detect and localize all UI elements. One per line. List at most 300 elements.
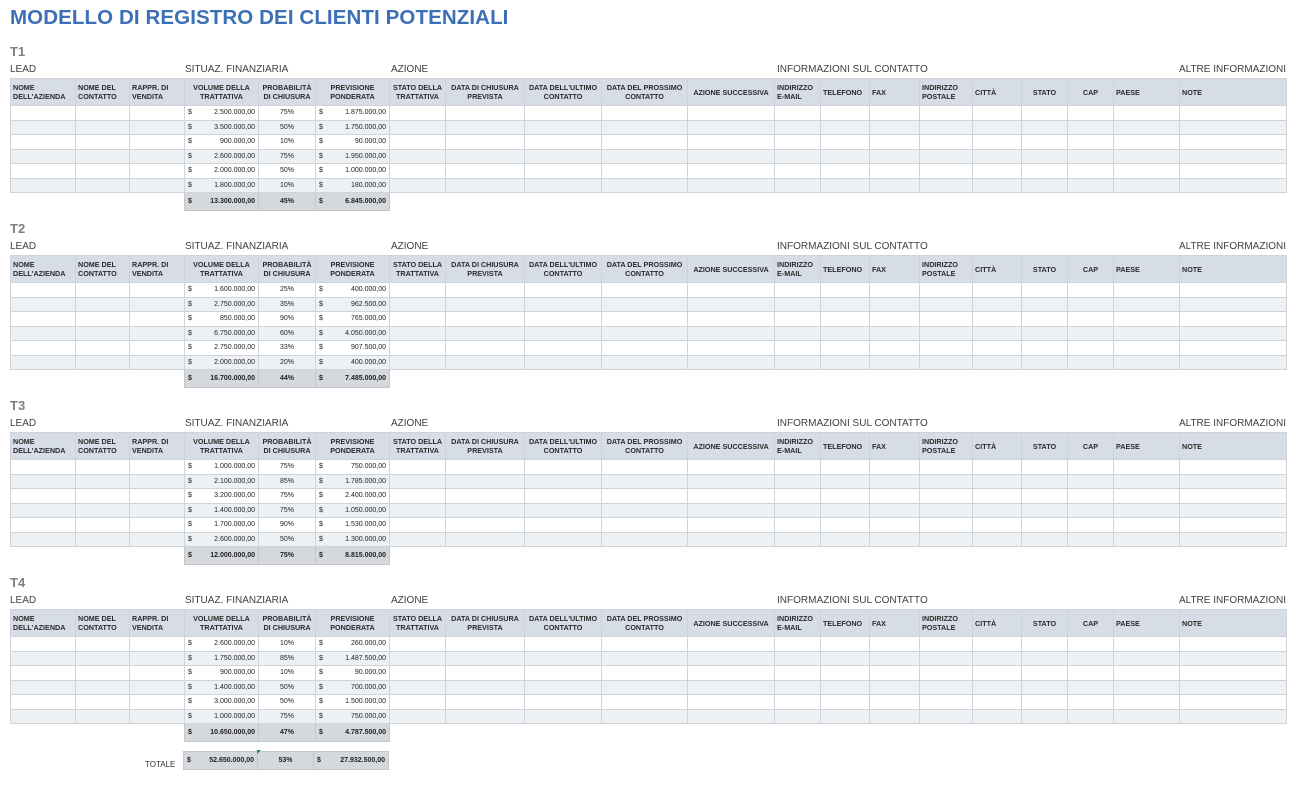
cell-deal-volume[interactable]: [185, 297, 259, 312]
cell-expected-close-date[interactable]: [446, 680, 525, 695]
cell-city[interactable]: [973, 532, 1022, 547]
cell-sales-rep[interactable]: [130, 666, 185, 681]
cell-sales-rep[interactable]: [130, 341, 185, 356]
cell-fax[interactable]: [870, 283, 920, 298]
cell-contact-name[interactable]: [76, 532, 130, 547]
cell-country[interactable]: [1114, 312, 1180, 327]
column-header-zip[interactable]: CAP: [1068, 433, 1114, 460]
cell-close-probability[interactable]: [259, 164, 316, 179]
cell-expected-close-date[interactable]: [446, 326, 525, 341]
cell-deal-status[interactable]: [390, 460, 446, 475]
column-header-weighted-forecast[interactable]: PREVISIONE PONDERATA: [316, 256, 390, 283]
cell-last-contact-date[interactable]: [525, 474, 602, 489]
cell-zip[interactable]: [1068, 149, 1114, 164]
cell-deal-status[interactable]: [390, 532, 446, 547]
cell-weighted-forecast[interactable]: [316, 709, 390, 724]
cell-fax[interactable]: [870, 503, 920, 518]
column-header-email[interactable]: INDIRIZZO E-MAIL: [775, 433, 821, 460]
cell-company[interactable]: [11, 503, 76, 518]
cell-next-action[interactable]: [688, 651, 775, 666]
cell-last-contact-date[interactable]: [525, 178, 602, 193]
cell-phone[interactable]: [821, 326, 870, 341]
cell-next-contact-date[interactable]: [602, 149, 688, 164]
cell-postal-address[interactable]: [920, 518, 973, 533]
cell-country[interactable]: [1114, 518, 1180, 533]
cell-last-contact-date[interactable]: [525, 532, 602, 547]
cell-email[interactable]: [775, 120, 821, 135]
cell-city[interactable]: [973, 341, 1022, 356]
cell-phone[interactable]: [821, 709, 870, 724]
cell-fax[interactable]: [870, 460, 920, 475]
cell-postal-address[interactable]: [920, 135, 973, 150]
total-forecast-cell[interactable]: [316, 193, 390, 211]
cell-next-action[interactable]: [688, 326, 775, 341]
cell-email[interactable]: [775, 355, 821, 370]
cell-postal-address[interactable]: [920, 489, 973, 504]
column-header-fax[interactable]: FAX: [870, 610, 920, 637]
column-header-phone[interactable]: TELEFONO: [821, 610, 870, 637]
cell-deal-status[interactable]: [390, 120, 446, 135]
cell-company[interactable]: [11, 164, 76, 179]
cell-contact-name[interactable]: [76, 355, 130, 370]
cell-zip[interactable]: [1068, 164, 1114, 179]
cell-phone[interactable]: [821, 666, 870, 681]
cell-weighted-forecast[interactable]: [316, 283, 390, 298]
column-header-postal-address[interactable]: INDIRIZZO POSTALE: [920, 610, 973, 637]
cell-email[interactable]: [775, 637, 821, 652]
cell-contact-name[interactable]: [76, 666, 130, 681]
column-header-deal-status[interactable]: STATO DELLA TRATTATIVA: [390, 610, 446, 637]
cell-city[interactable]: [973, 164, 1022, 179]
cell-notes[interactable]: [1180, 355, 1287, 370]
column-header-next-contact-date[interactable]: DATA DEL PROSSIMO CONTATTO: [602, 610, 688, 637]
cell-close-probability[interactable]: [259, 341, 316, 356]
cell-email[interactable]: [775, 532, 821, 547]
cell-city[interactable]: [973, 489, 1022, 504]
cell-last-contact-date[interactable]: [525, 503, 602, 518]
column-header-company[interactable]: NOME DELL'AZIENDA: [11, 79, 76, 106]
cell-next-contact-date[interactable]: [602, 297, 688, 312]
cell-city[interactable]: [973, 326, 1022, 341]
cell-phone[interactable]: [821, 695, 870, 710]
cell-fax[interactable]: [870, 135, 920, 150]
cell-deal-status[interactable]: [390, 474, 446, 489]
column-header-deal-volume[interactable]: VOLUME DELLA TRATTATIVA: [185, 610, 259, 637]
cell-phone[interactable]: [821, 680, 870, 695]
column-header-postal-address[interactable]: INDIRIZZO POSTALE: [920, 256, 973, 283]
cell-last-contact-date[interactable]: [525, 149, 602, 164]
cell-next-contact-date[interactable]: [602, 666, 688, 681]
cell-next-action[interactable]: [688, 503, 775, 518]
cell-fax[interactable]: [870, 312, 920, 327]
cell-phone[interactable]: [821, 178, 870, 193]
cell-fax[interactable]: [870, 164, 920, 179]
cell-email[interactable]: [775, 178, 821, 193]
column-header-city[interactable]: CITTÀ: [973, 610, 1022, 637]
cell-zip[interactable]: [1068, 297, 1114, 312]
cell-deal-status[interactable]: [390, 680, 446, 695]
cell-state[interactable]: [1022, 489, 1068, 504]
cell-country[interactable]: [1114, 120, 1180, 135]
cell-postal-address[interactable]: [920, 312, 973, 327]
cell-notes[interactable]: [1180, 120, 1287, 135]
cell-sales-rep[interactable]: [130, 709, 185, 724]
cell-fax[interactable]: [870, 297, 920, 312]
cell-fax[interactable]: [870, 666, 920, 681]
cell-sales-rep[interactable]: [130, 637, 185, 652]
cell-deal-volume[interactable]: [185, 518, 259, 533]
total-volume-cell[interactable]: [185, 547, 259, 565]
cell-email[interactable]: [775, 326, 821, 341]
cell-notes[interactable]: [1180, 637, 1287, 652]
cell-zip[interactable]: [1068, 709, 1114, 724]
column-header-contact-name[interactable]: NOME DEL CONTATTO: [76, 433, 130, 460]
cell-deal-status[interactable]: [390, 178, 446, 193]
cell-next-contact-date[interactable]: [602, 355, 688, 370]
cell-state[interactable]: [1022, 637, 1068, 652]
cell-expected-close-date[interactable]: [446, 283, 525, 298]
cell-next-action[interactable]: [688, 709, 775, 724]
cell-close-probability[interactable]: [259, 120, 316, 135]
column-header-city[interactable]: CITTÀ: [973, 79, 1022, 106]
cell-country[interactable]: [1114, 149, 1180, 164]
cell-postal-address[interactable]: [920, 503, 973, 518]
cell-zip[interactable]: [1068, 532, 1114, 547]
cell-state[interactable]: [1022, 518, 1068, 533]
cell-next-contact-date[interactable]: [602, 637, 688, 652]
column-header-city[interactable]: CITTÀ: [973, 256, 1022, 283]
cell-company[interactable]: [11, 680, 76, 695]
cell-zip[interactable]: [1068, 518, 1114, 533]
cell-city[interactable]: [973, 149, 1022, 164]
cell-state[interactable]: [1022, 460, 1068, 475]
cell-expected-close-date[interactable]: [446, 503, 525, 518]
cell-contact-name[interactable]: [76, 312, 130, 327]
cell-weighted-forecast[interactable]: [316, 149, 390, 164]
cell-close-probability[interactable]: [259, 135, 316, 150]
cell-phone[interactable]: [821, 297, 870, 312]
column-header-notes[interactable]: NOTE: [1180, 79, 1287, 106]
cell-state[interactable]: [1022, 532, 1068, 547]
cell-next-contact-date[interactable]: [602, 680, 688, 695]
cell-zip[interactable]: [1068, 637, 1114, 652]
cell-weighted-forecast[interactable]: [316, 355, 390, 370]
cell-state[interactable]: [1022, 149, 1068, 164]
cell-zip[interactable]: [1068, 178, 1114, 193]
total-volume-cell[interactable]: [185, 370, 259, 388]
cell-company[interactable]: [11, 326, 76, 341]
column-header-email[interactable]: INDIRIZZO E-MAIL: [775, 79, 821, 106]
cell-last-contact-date[interactable]: [525, 120, 602, 135]
cell-next-contact-date[interactable]: [602, 164, 688, 179]
cell-fax[interactable]: [870, 474, 920, 489]
cell-next-contact-date[interactable]: [602, 312, 688, 327]
cell-weighted-forecast[interactable]: [316, 120, 390, 135]
cell-notes[interactable]: [1180, 164, 1287, 179]
cell-state[interactable]: [1022, 297, 1068, 312]
cell-fax[interactable]: [870, 326, 920, 341]
cell-expected-close-date[interactable]: [446, 135, 525, 150]
column-header-sales-rep[interactable]: RAPPR. DI VENDITA: [130, 79, 185, 106]
cell-email[interactable]: [775, 651, 821, 666]
cell-close-probability[interactable]: [259, 149, 316, 164]
column-header-phone[interactable]: TELEFONO: [821, 256, 870, 283]
column-header-state[interactable]: STATO: [1022, 610, 1068, 637]
cell-weighted-forecast[interactable]: [316, 106, 390, 121]
cell-next-action[interactable]: [688, 149, 775, 164]
cell-notes[interactable]: [1180, 532, 1287, 547]
cell-postal-address[interactable]: [920, 709, 973, 724]
cell-last-contact-date[interactable]: [525, 518, 602, 533]
cell-country[interactable]: [1114, 178, 1180, 193]
cell-state[interactable]: [1022, 164, 1068, 179]
cell-phone[interactable]: [821, 474, 870, 489]
cell-email[interactable]: [775, 666, 821, 681]
cell-company[interactable]: [11, 489, 76, 504]
cell-deal-volume[interactable]: [185, 637, 259, 652]
cell-city[interactable]: [973, 283, 1022, 298]
column-header-email[interactable]: INDIRIZZO E-MAIL: [775, 610, 821, 637]
cell-deal-volume[interactable]: [185, 680, 259, 695]
cell-expected-close-date[interactable]: [446, 532, 525, 547]
cell-expected-close-date[interactable]: [446, 297, 525, 312]
column-header-fax[interactable]: FAX: [870, 433, 920, 460]
cell-company[interactable]: [11, 341, 76, 356]
cell-notes[interactable]: [1180, 106, 1287, 121]
cell-company[interactable]: [11, 666, 76, 681]
column-header-expected-close-date[interactable]: DATA DI CHIUSURA PREVISTA: [446, 610, 525, 637]
cell-sales-rep[interactable]: [130, 283, 185, 298]
cell-sales-rep[interactable]: [130, 651, 185, 666]
cell-close-probability[interactable]: [259, 680, 316, 695]
cell-weighted-forecast[interactable]: [316, 312, 390, 327]
cell-country[interactable]: [1114, 637, 1180, 652]
cell-next-contact-date[interactable]: [602, 135, 688, 150]
cell-next-action[interactable]: [688, 341, 775, 356]
cell-contact-name[interactable]: [76, 326, 130, 341]
cell-notes[interactable]: [1180, 651, 1287, 666]
cell-state[interactable]: [1022, 106, 1068, 121]
cell-city[interactable]: [973, 518, 1022, 533]
cell-phone[interactable]: [821, 637, 870, 652]
cell-sales-rep[interactable]: [130, 695, 185, 710]
cell-weighted-forecast[interactable]: [316, 474, 390, 489]
cell-state[interactable]: [1022, 355, 1068, 370]
cell-fax[interactable]: [870, 518, 920, 533]
cell-deal-volume[interactable]: [185, 651, 259, 666]
column-header-close-probability[interactable]: PROBABILITÀ DI CHIUSURA: [259, 610, 316, 637]
column-header-zip[interactable]: CAP: [1068, 256, 1114, 283]
cell-fax[interactable]: [870, 709, 920, 724]
cell-postal-address[interactable]: [920, 283, 973, 298]
cell-deal-volume[interactable]: [185, 120, 259, 135]
cell-state[interactable]: [1022, 135, 1068, 150]
column-header-sales-rep[interactable]: RAPPR. DI VENDITA: [130, 433, 185, 460]
cell-contact-name[interactable]: [76, 460, 130, 475]
cell-next-action[interactable]: [688, 178, 775, 193]
cell-email[interactable]: [775, 474, 821, 489]
cell-company[interactable]: [11, 460, 76, 475]
cell-postal-address[interactable]: [920, 297, 973, 312]
cell-sales-rep[interactable]: [130, 489, 185, 504]
cell-deal-status[interactable]: [390, 709, 446, 724]
cell-next-action[interactable]: [688, 532, 775, 547]
cell-deal-volume[interactable]: [185, 341, 259, 356]
cell-expected-close-date[interactable]: [446, 637, 525, 652]
cell-deal-status[interactable]: [390, 341, 446, 356]
cell-close-probability[interactable]: [259, 503, 316, 518]
cell-state[interactable]: [1022, 695, 1068, 710]
cell-weighted-forecast[interactable]: [316, 178, 390, 193]
cell-notes[interactable]: [1180, 666, 1287, 681]
total-prob-cell[interactable]: [259, 724, 316, 742]
cell-notes[interactable]: [1180, 503, 1287, 518]
cell-next-contact-date[interactable]: [602, 489, 688, 504]
cell-expected-close-date[interactable]: [446, 120, 525, 135]
cell-contact-name[interactable]: [76, 164, 130, 179]
cell-contact-name[interactable]: [76, 651, 130, 666]
cell-country[interactable]: [1114, 666, 1180, 681]
cell-email[interactable]: [775, 135, 821, 150]
cell-last-contact-date[interactable]: [525, 695, 602, 710]
total-volume-cell[interactable]: [185, 193, 259, 211]
cell-postal-address[interactable]: [920, 149, 973, 164]
cell-fax[interactable]: [870, 149, 920, 164]
column-header-next-contact-date[interactable]: DATA DEL PROSSIMO CONTATTO: [602, 79, 688, 106]
cell-next-contact-date[interactable]: [602, 532, 688, 547]
cell-zip[interactable]: [1068, 120, 1114, 135]
cell-city[interactable]: [973, 178, 1022, 193]
column-header-next-action[interactable]: AZIONE SUCCESSIVA: [688, 79, 775, 106]
cell-deal-status[interactable]: [390, 326, 446, 341]
cell-zip[interactable]: [1068, 283, 1114, 298]
cell-country[interactable]: [1114, 326, 1180, 341]
cell-deal-status[interactable]: [390, 297, 446, 312]
cell-close-probability[interactable]: [259, 651, 316, 666]
cell-deal-volume[interactable]: [185, 178, 259, 193]
cell-country[interactable]: [1114, 355, 1180, 370]
column-header-expected-close-date[interactable]: DATA DI CHIUSURA PREVISTA: [446, 256, 525, 283]
cell-postal-address[interactable]: [920, 164, 973, 179]
cell-city[interactable]: [973, 651, 1022, 666]
cell-deal-volume[interactable]: [185, 135, 259, 150]
cell-state[interactable]: [1022, 178, 1068, 193]
cell-deal-volume[interactable]: [185, 666, 259, 681]
cell-company[interactable]: [11, 297, 76, 312]
cell-sales-rep[interactable]: [130, 135, 185, 150]
total-prob-cell[interactable]: [259, 370, 316, 388]
cell-expected-close-date[interactable]: [446, 149, 525, 164]
cell-expected-close-date[interactable]: [446, 474, 525, 489]
column-header-deal-status[interactable]: STATO DELLA TRATTATIVA: [390, 256, 446, 283]
cell-state[interactable]: [1022, 709, 1068, 724]
cell-deal-volume[interactable]: [185, 695, 259, 710]
cell-email[interactable]: [775, 297, 821, 312]
cell-zip[interactable]: [1068, 651, 1114, 666]
cell-weighted-forecast[interactable]: [316, 532, 390, 547]
cell-contact-name[interactable]: [76, 341, 130, 356]
cell-deal-status[interactable]: [390, 651, 446, 666]
cell-weighted-forecast[interactable]: [316, 695, 390, 710]
cell-close-probability[interactable]: [259, 326, 316, 341]
column-header-notes[interactable]: NOTE: [1180, 433, 1287, 460]
cell-sales-rep[interactable]: [130, 460, 185, 475]
cell-email[interactable]: [775, 503, 821, 518]
cell-weighted-forecast[interactable]: [316, 297, 390, 312]
column-header-state[interactable]: STATO: [1022, 433, 1068, 460]
cell-next-action[interactable]: [688, 120, 775, 135]
cell-sales-rep[interactable]: [130, 326, 185, 341]
column-header-zip[interactable]: CAP: [1068, 610, 1114, 637]
column-header-fax[interactable]: FAX: [870, 79, 920, 106]
cell-sales-rep[interactable]: [130, 164, 185, 179]
column-header-sales-rep[interactable]: RAPPR. DI VENDITA: [130, 256, 185, 283]
cell-notes[interactable]: [1180, 178, 1287, 193]
cell-state[interactable]: [1022, 474, 1068, 489]
total-prob-cell[interactable]: [259, 193, 316, 211]
cell-country[interactable]: [1114, 651, 1180, 666]
cell-next-action[interactable]: [688, 518, 775, 533]
cell-sales-rep[interactable]: [130, 149, 185, 164]
total-forecast-cell[interactable]: [316, 724, 390, 742]
cell-email[interactable]: [775, 106, 821, 121]
cell-phone[interactable]: [821, 460, 870, 475]
cell-phone[interactable]: [821, 164, 870, 179]
cell-expected-close-date[interactable]: [446, 178, 525, 193]
cell-last-contact-date[interactable]: [525, 341, 602, 356]
cell-country[interactable]: [1114, 532, 1180, 547]
cell-next-contact-date[interactable]: [602, 326, 688, 341]
cell-next-contact-date[interactable]: [602, 120, 688, 135]
cell-postal-address[interactable]: [920, 355, 973, 370]
cell-phone[interactable]: [821, 120, 870, 135]
cell-company[interactable]: [11, 651, 76, 666]
cell-next-contact-date[interactable]: [602, 709, 688, 724]
cell-phone[interactable]: [821, 135, 870, 150]
column-header-company[interactable]: NOME DELL'AZIENDA: [11, 433, 76, 460]
cell-zip[interactable]: [1068, 106, 1114, 121]
cell-country[interactable]: [1114, 460, 1180, 475]
cell-deal-volume[interactable]: [185, 709, 259, 724]
cell-deal-volume[interactable]: [185, 460, 259, 475]
cell-expected-close-date[interactable]: [446, 489, 525, 504]
cell-deal-volume[interactable]: [185, 149, 259, 164]
cell-next-action[interactable]: [688, 106, 775, 121]
column-header-last-contact-date[interactable]: DATA DELL'ULTIMO CONTATTO: [525, 79, 602, 106]
cell-company[interactable]: [11, 709, 76, 724]
cell-phone[interactable]: [821, 283, 870, 298]
column-header-next-action[interactable]: AZIONE SUCCESSIVA: [688, 610, 775, 637]
cell-contact-name[interactable]: [76, 709, 130, 724]
column-header-last-contact-date[interactable]: DATA DELL'ULTIMO CONTATTO: [525, 256, 602, 283]
cell-next-action[interactable]: [688, 283, 775, 298]
cell-country[interactable]: [1114, 297, 1180, 312]
cell-deal-status[interactable]: [390, 637, 446, 652]
cell-phone[interactable]: [821, 489, 870, 504]
cell-next-action[interactable]: [688, 312, 775, 327]
cell-close-probability[interactable]: [259, 312, 316, 327]
cell-contact-name[interactable]: [76, 503, 130, 518]
cell-notes[interactable]: [1180, 474, 1287, 489]
cell-phone[interactable]: [821, 355, 870, 370]
cell-close-probability[interactable]: [259, 283, 316, 298]
cell-country[interactable]: [1114, 695, 1180, 710]
cell-state[interactable]: [1022, 326, 1068, 341]
column-header-postal-address[interactable]: INDIRIZZO POSTALE: [920, 79, 973, 106]
cell-city[interactable]: [973, 474, 1022, 489]
cell-email[interactable]: [775, 489, 821, 504]
cell-phone[interactable]: [821, 503, 870, 518]
